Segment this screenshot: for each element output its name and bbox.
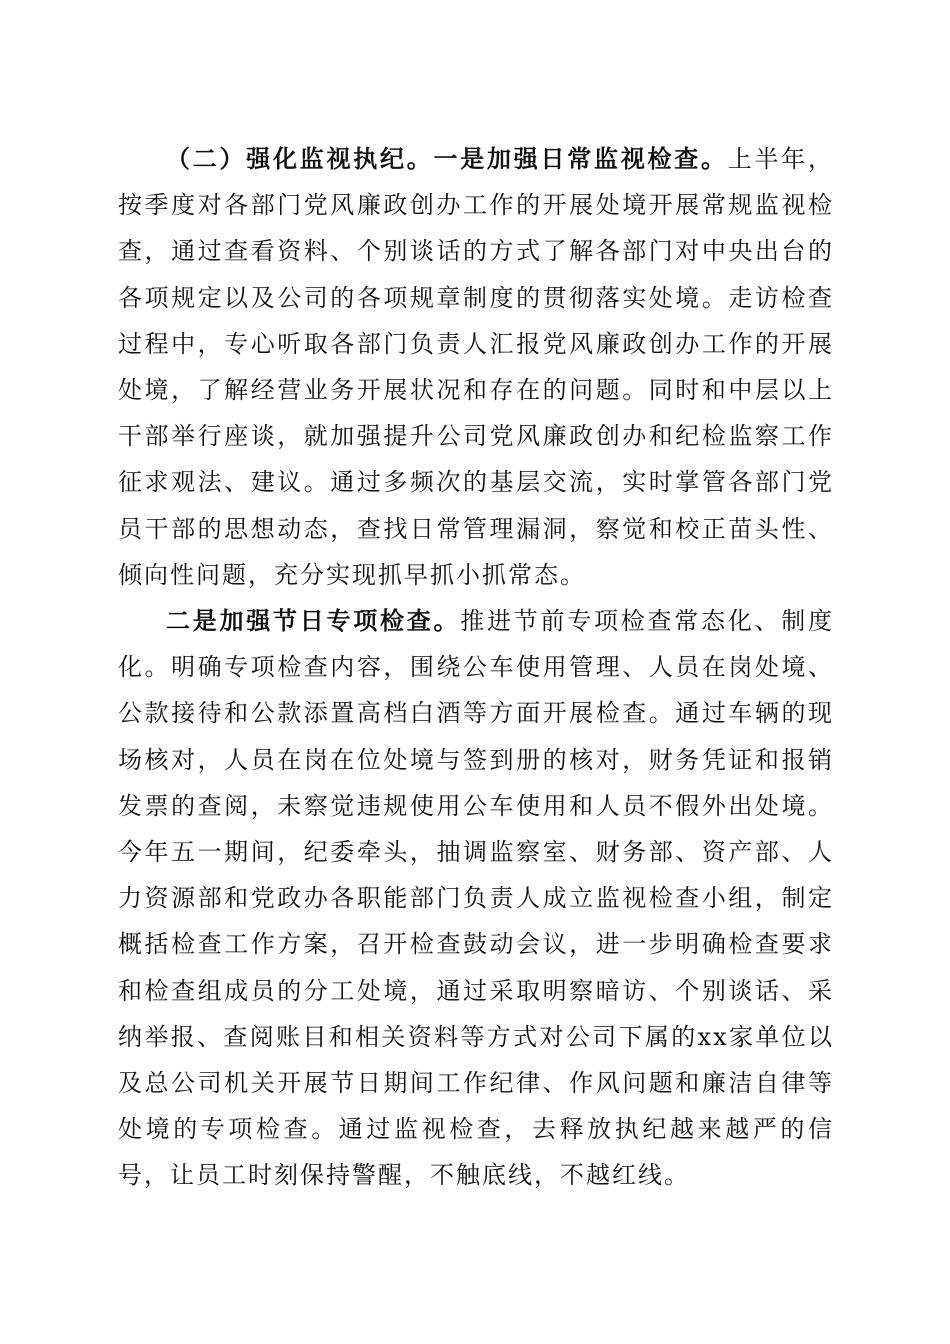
paragraph-supervision bbox=[118, 136, 834, 598]
paragraph-text: 推进节前专项检查常态化、制度化。明确专项检查内容，围绕公车使用管理、人员在岗处境、公款接待和公款添置高档白酒等方面开展检查。通过车辆的现场核对，人员在岗在位处境与签到册的核对，财务凭证和报销发票的查阅，未察觉违规使用公车使用和人员不假外出处境。今年五一期间，纪委牵头，抽调监察室、财务部、资产部、人力资源部和党政办各职能部门负责人成立监视检查小组，制定概括检查工作方案，召开检查鼓动会议，进一步明确检查要求和检查组成员的分工处境，通过采取明察暗访、个别谈话、采纳举报、查阅账目和相关资料等方式对公司下属的xx家单位以及总公司机关开展节日期间工作纪律、作风问题和廉洁自律等处境的专项检查。通过监视检查，去释放执纪越来越严的信号，让员工时刻保持警醒，不触底线，不越红线。 bbox=[118, 607, 834, 1190]
paragraph-holiday-inspection bbox=[118, 598, 834, 1199]
paragraph-heading: （二）强化监视执纪。一是加强日常监视检查。 bbox=[166, 144, 728, 173]
paragraph-heading: 二是加强节日专项检查。 bbox=[166, 606, 461, 636]
document-body bbox=[118, 136, 834, 1199]
paragraph-text: 上半年，按季度对各部门党风廉政创办工作的开展处境开展常规监视检查，通过查看资料、个别谈话的方式了解各部门对中央出台的各项规定以及公司的各项规章制度的贯彻落实处境。走访检查过程中，专心听取各部门负责人汇报党风廉政创办工作的开展处境，了解经营业务开展状况和存在的问题。同时和中层以上干部举行座谈，就加强提升公司党风廉政创办和纪检监察工作征求观法、建议。通过多频次的基层交流，实时掌管各部门党员干部的思想动态，查找日常管理漏洞，察觉和校正苗头性、倾向性问题，充分实现抓早抓小抓常态。 bbox=[118, 145, 834, 589]
